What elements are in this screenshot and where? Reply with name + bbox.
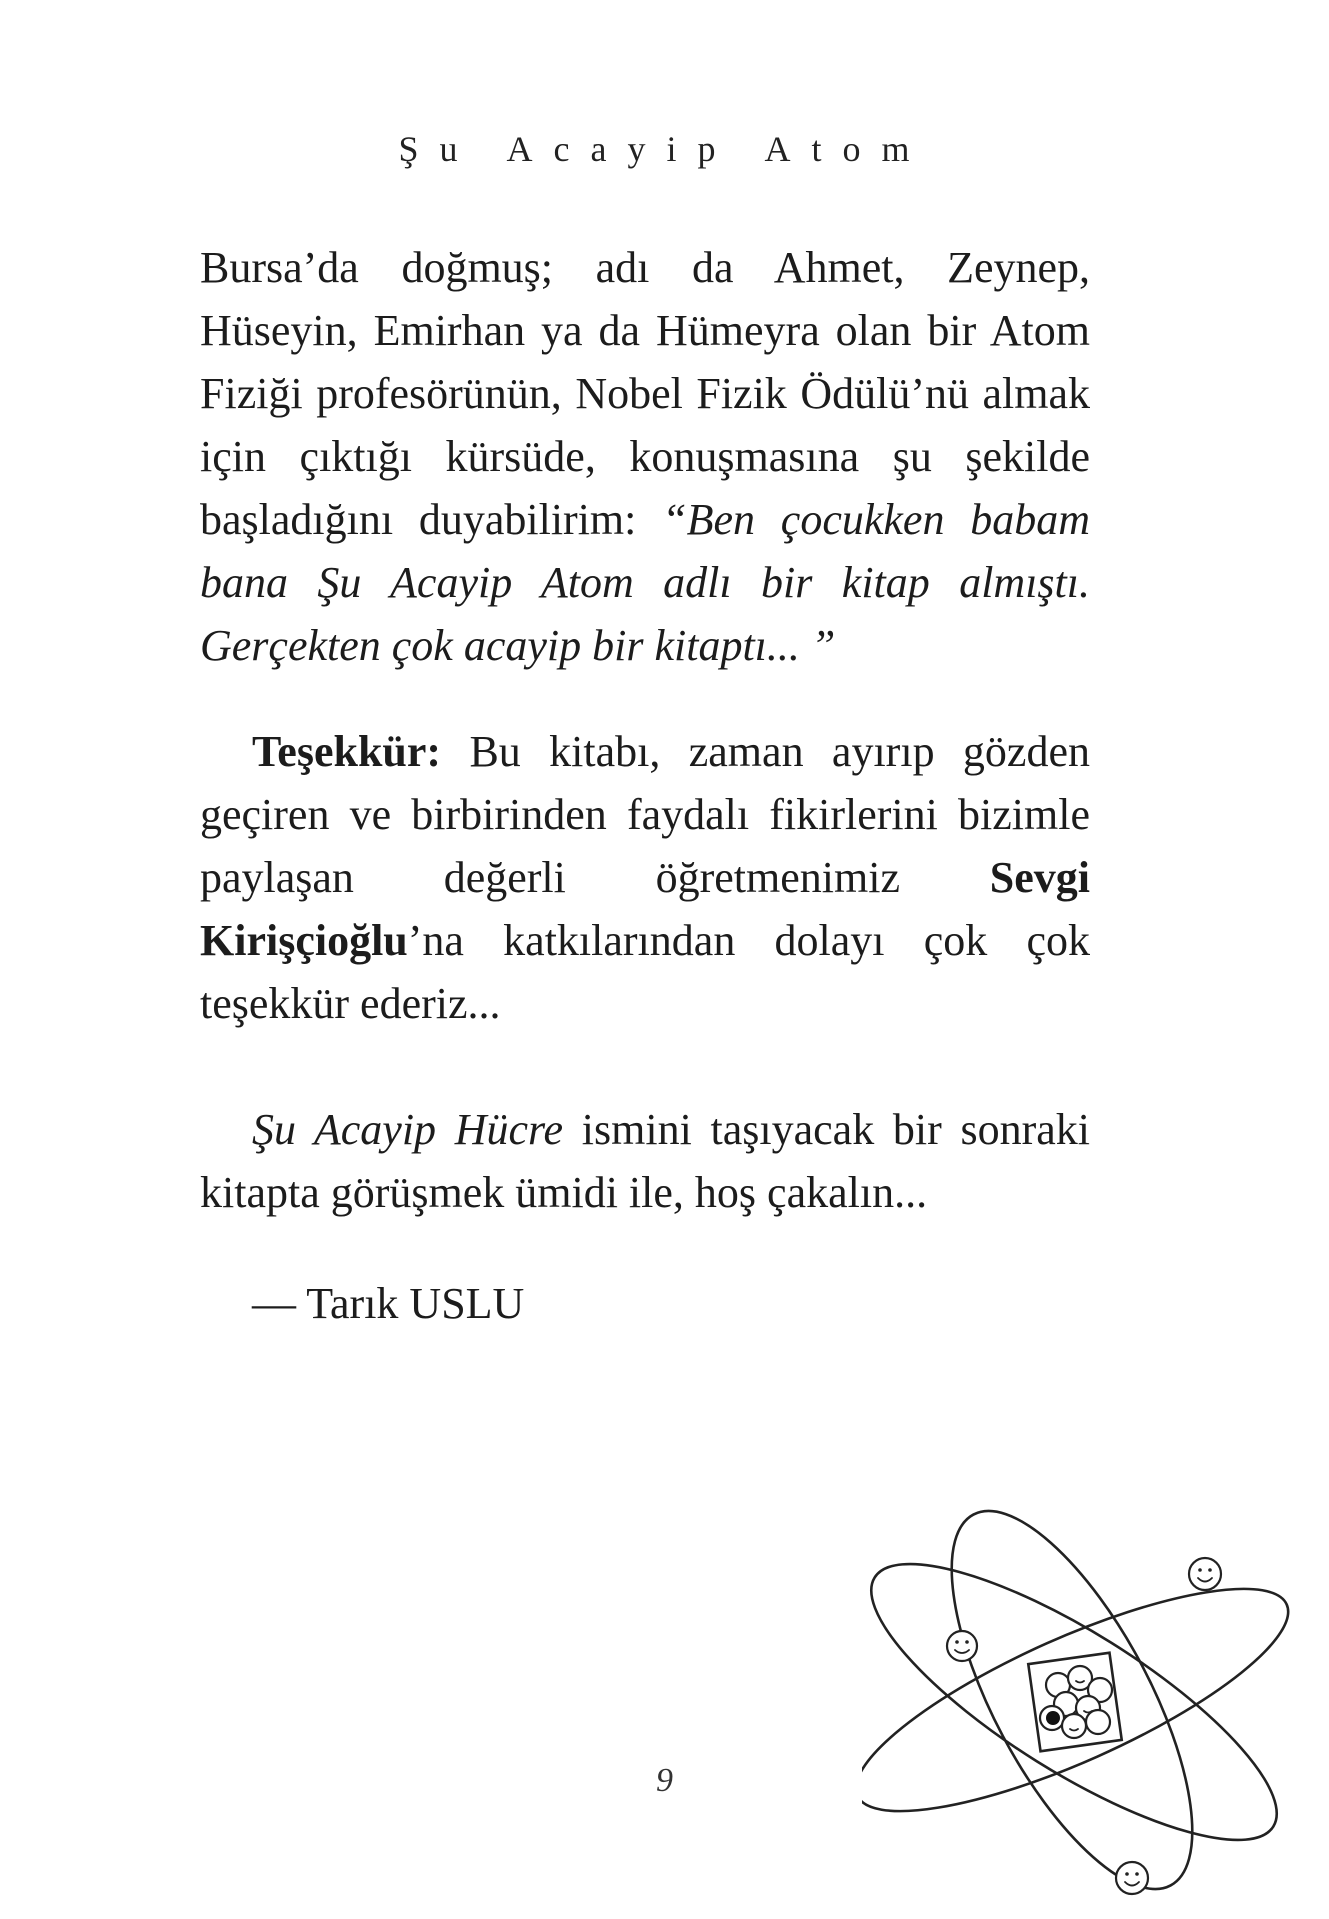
paragraph-acknowledgement [200, 720, 1090, 1035]
intro-quote: “Ben çocukken babam bana Şu Acayip Atom adlı bir kitap almıştı. Gerçekten çok acayip bir kitaptı... ” [200, 495, 1090, 670]
atom-doodle-icon [862, 1490, 1292, 1910]
paragraph-closing [200, 1098, 1090, 1224]
page-number: 9 [656, 1762, 673, 1799]
acknowledgement-text-2: ’na katkılarından dolayı çok çok teşekkür ederiz... [200, 916, 1090, 1028]
next-book-title: Şu Acayip Hücre [252, 1105, 564, 1154]
closing-text: ismini taşıyacak bir sonraki kitapta görüşmek ümidi ile, hoş çakalın... [200, 1105, 1090, 1217]
acknowledgement-label: Teşekkür: [252, 727, 442, 776]
acknowledgement-text-1: Bu kitabı, zaman ayırıp gözden geçiren ve birbirinden faydalı fikirlerini bizimle paylaşan değerli öğretmenimiz [200, 727, 1090, 902]
signature-text: — Tarık USLU [252, 1279, 525, 1328]
paragraph-intro [200, 236, 1090, 677]
intro-text: Bursa’da doğmuş; adı da Ahmet, Zeynep, Hüseyin, Emirhan ya da Hümeyra olan bir Atom Fiziği profesörünün, Nobel Fizik Ödülü’nü almak için çıktığı kürsüde, konuşmasına şu şekilde başladığını duyabilirim: [200, 243, 1090, 544]
running-head-title: Şu Acayip Atom [398, 129, 931, 169]
acknowledgement-name: Sevgi Kirişçioğlu [200, 853, 1090, 965]
signature [200, 1272, 1090, 1335]
